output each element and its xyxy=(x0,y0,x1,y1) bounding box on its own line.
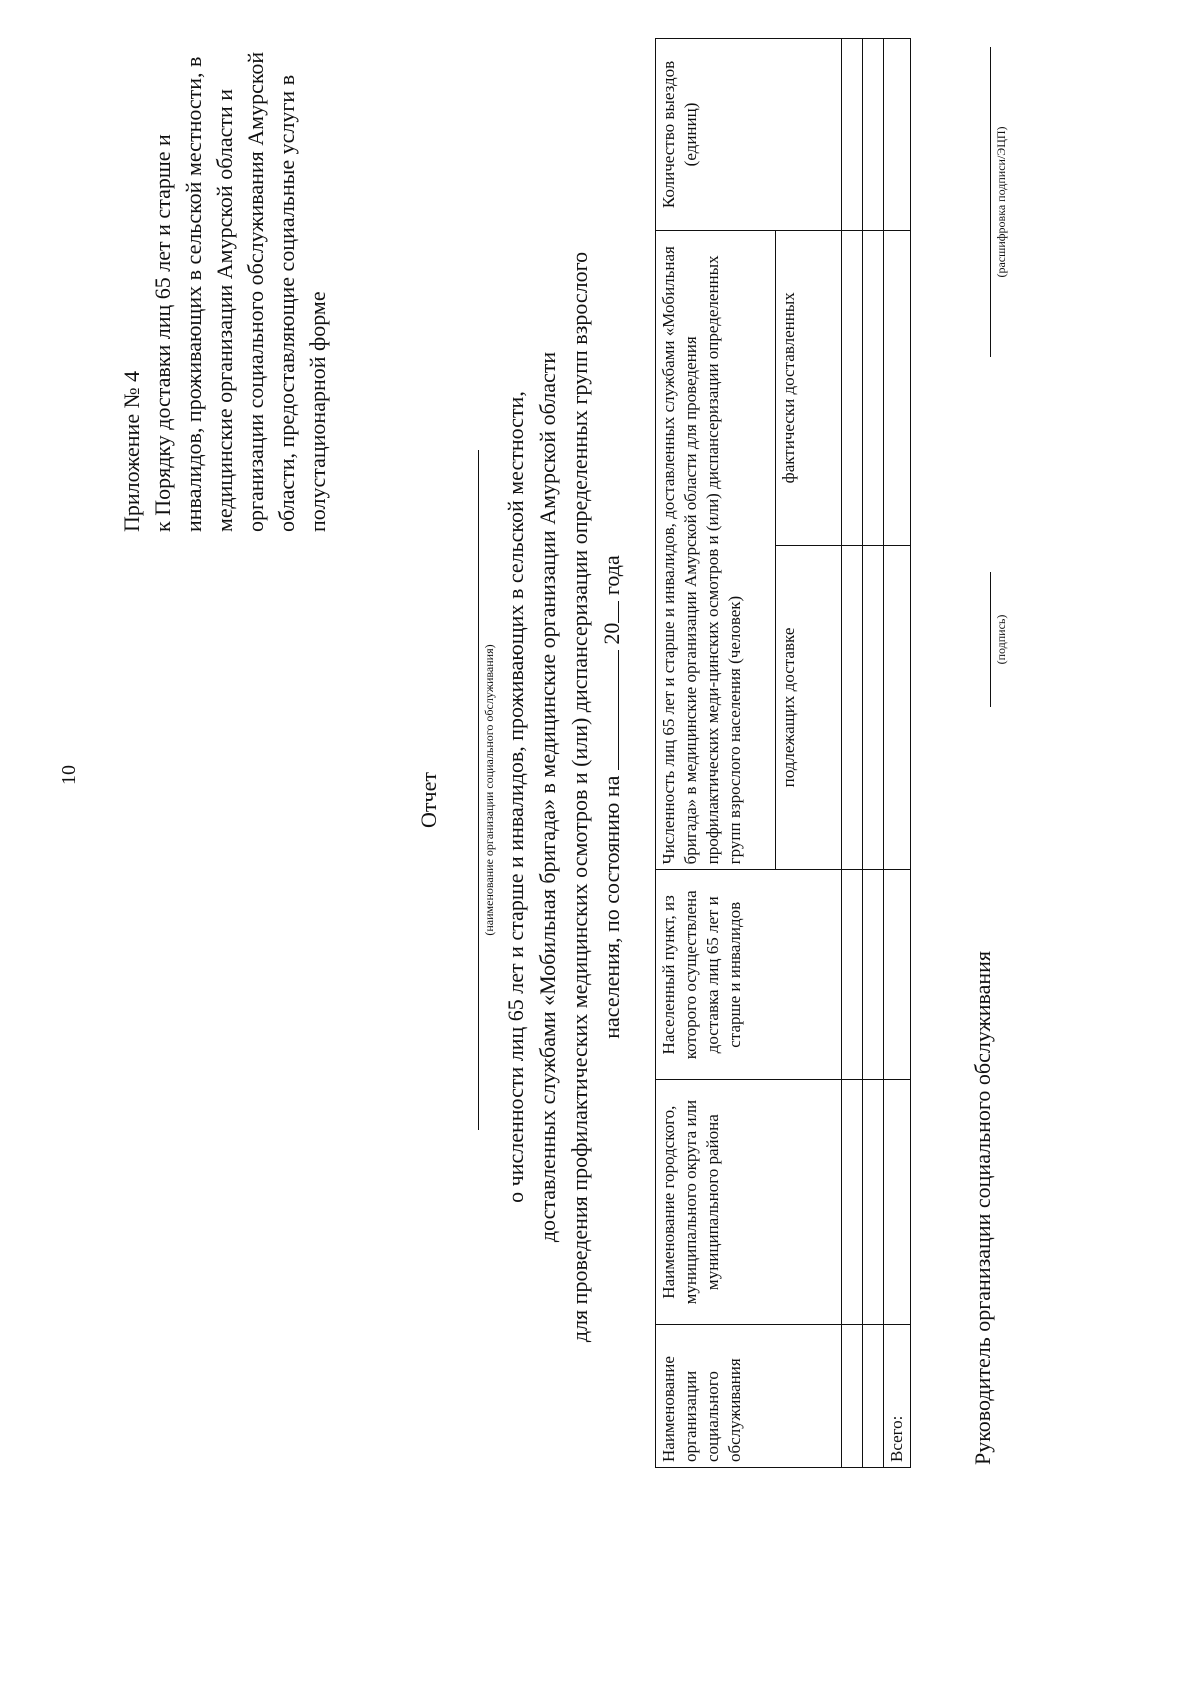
signature-decode-line[interactable] xyxy=(990,47,991,357)
header-delivered: фактически доставленных xyxy=(776,230,842,545)
subtitle-line-2: доставленных службами «Мобильная бригада» в медицинские организации Амурской области xyxy=(535,351,560,1243)
subtitle-line-1: о численности лиц 65 лет и старше и инвалидов, проживающих в сельской местности, xyxy=(503,391,528,1203)
cell[interactable] xyxy=(863,1080,884,1325)
signature-head: Руководитель организации социального обслуживания xyxy=(970,950,995,1465)
table-row xyxy=(863,39,884,1468)
cell[interactable] xyxy=(842,545,863,870)
header-org: Наименование организации социального обслуживания xyxy=(656,1325,842,1468)
header-to-deliver: подлежащих доставке xyxy=(776,545,842,870)
cell[interactable] xyxy=(863,230,884,545)
cell[interactable] xyxy=(863,545,884,870)
report-table xyxy=(655,38,911,1468)
subtitle-line-4 xyxy=(596,17,628,1577)
cell[interactable] xyxy=(842,230,863,545)
total-label: Всего: xyxy=(884,1325,911,1468)
date-year-field[interactable] xyxy=(618,601,619,623)
header-trips: Количество выездов (единиц) xyxy=(656,39,842,231)
appendix-block xyxy=(116,32,333,532)
appendix-text: к Порядку доставки лиц 65 лет и старше и инвалидов, проживающих в сельской местности, в медицинские организации Амурской области и организации социального обслуживания Амурской области, предоставляющие социальные услуги в полустационарной форме xyxy=(150,51,330,532)
subtitle-line-3: для проведения профилактических медицинских осмотров и (или) диспансеризации определенных групп взрослого xyxy=(567,251,592,1343)
cell[interactable] xyxy=(863,39,884,231)
org-name-line xyxy=(478,450,479,1130)
cell[interactable] xyxy=(842,870,863,1080)
header-count: Численность лиц 65 лет и старше и инвалидов, доставленных службами «Мобильная бригада» в медицинские организации Амурской области для проведения профилактических меди-цинских осмотров и (или) диспансеризации определенных групп взрослого населения (человек) xyxy=(656,230,776,869)
signature-line[interactable] xyxy=(990,572,991,707)
header-district: Наименование городского, муниципального округа или муниципального района xyxy=(656,1080,842,1325)
cell[interactable] xyxy=(842,39,863,231)
report-subtitle xyxy=(500,17,628,1577)
cell[interactable] xyxy=(863,1325,884,1468)
date-suffix: года xyxy=(599,555,624,596)
signature-decode-caption: (расшифровка подписи/ЭЦП) xyxy=(994,126,1008,278)
cell[interactable] xyxy=(884,1080,911,1325)
cell[interactable] xyxy=(884,870,911,1080)
cell[interactable] xyxy=(884,230,911,545)
org-name-caption: (наименование организации социального обслуживания) xyxy=(482,644,496,936)
cell[interactable] xyxy=(884,545,911,870)
cell[interactable] xyxy=(863,870,884,1080)
date-prefix: населения, по состоянию на xyxy=(599,775,624,1039)
cell[interactable] xyxy=(842,1080,863,1325)
table-row xyxy=(842,39,863,1468)
report-title: Отчет xyxy=(416,772,441,828)
page-number: 10 xyxy=(58,765,80,785)
signature-caption: (подпись) xyxy=(994,614,1008,665)
cell[interactable] xyxy=(842,1325,863,1468)
appendix-title: Приложение № 4 xyxy=(119,370,144,532)
header-settlement: Населенный пункт, из которого осуществлена доставка лиц 65 лет и старше и инвалидов xyxy=(656,870,842,1080)
cell[interactable] xyxy=(884,39,911,231)
date-year-prefix: 20 xyxy=(599,622,624,645)
date-day-month-field[interactable] xyxy=(618,650,619,770)
total-row xyxy=(884,39,911,1468)
